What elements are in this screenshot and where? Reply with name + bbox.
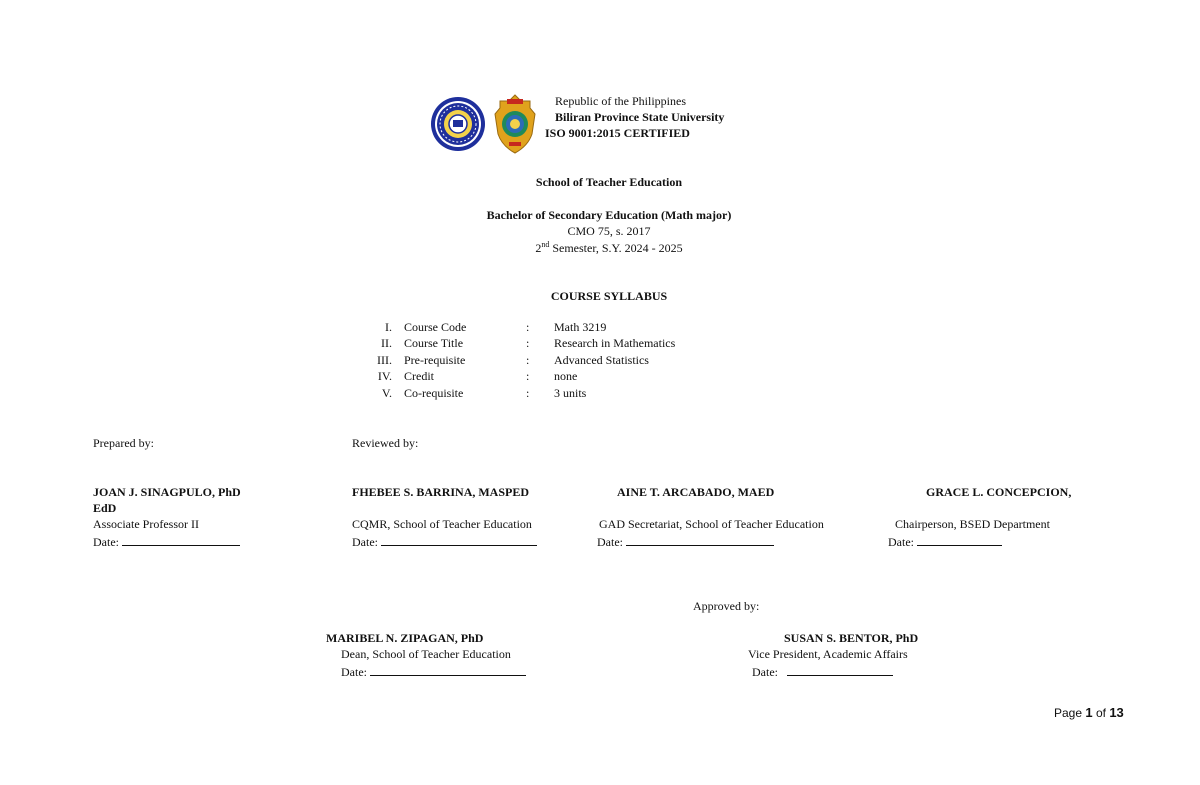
item-label: Credit	[404, 369, 434, 384]
page-current: 1	[1085, 705, 1093, 720]
item-value: none	[554, 369, 578, 384]
item-value: Research in Mathematics	[554, 336, 676, 351]
college-shield-icon	[494, 94, 536, 154]
reviewed-by-label: Reviewed by:	[352, 436, 419, 450]
semester-rest: Semester, S.Y. 2024 - 2025	[549, 241, 683, 255]
university-name: Biliran Province State University	[555, 110, 725, 124]
page-word: Page	[1054, 706, 1083, 720]
date-line	[626, 534, 774, 546]
prepared-by-label: Prepared by:	[93, 436, 154, 450]
course-info-row	[360, 319, 754, 336]
iso-certification: ISO 9001:2015 CERTIFIED	[545, 126, 690, 140]
date-field	[752, 664, 893, 680]
item-colon: :	[526, 385, 530, 400]
signatory-name: SUSAN S. BENTOR, PhD	[784, 631, 919, 645]
course-info-row	[360, 352, 754, 369]
item-number: V.	[381, 385, 392, 400]
date-line	[370, 664, 526, 676]
cmo-reference: CMO 75, s. 2017	[567, 224, 651, 238]
semester-line	[0, 240, 1200, 256]
course-info-table	[360, 319, 754, 402]
item-number: III.	[377, 352, 392, 367]
date-line	[787, 664, 893, 676]
item-label: Course Code	[404, 319, 467, 334]
signatory-title: GAD Secretariat, School of Teacher Education	[599, 517, 824, 531]
university-seal-logo	[430, 96, 486, 152]
signatory-title: Chairperson, BSED Department	[895, 517, 1050, 531]
signatory-name: MARIBEL N. ZIPAGAN, PhD	[326, 631, 484, 645]
item-colon: :	[526, 336, 530, 351]
item-colon: :	[526, 352, 530, 367]
item-label: Course Title	[404, 336, 464, 351]
date-field	[888, 534, 1002, 550]
item-label: Pre-requisite	[404, 352, 466, 367]
date-field	[341, 664, 526, 680]
signatory-title: Dean, School of Teacher Education	[341, 647, 511, 661]
item-number: II.	[381, 336, 392, 351]
course-info-row	[360, 385, 754, 402]
date-field	[597, 534, 774, 550]
item-colon: :	[526, 319, 530, 334]
signatory-title: CQMR, School of Teacher Education	[352, 517, 532, 531]
date-field	[352, 534, 537, 550]
date-label: Date:	[352, 535, 378, 549]
signatory-name: JOAN J. SINAGPULO, PhD	[93, 485, 241, 499]
date-label: Date:	[341, 665, 367, 679]
signatory-name: AINE T. ARCABADO, MAED	[617, 485, 775, 499]
signatory-title: Vice President, Academic Affairs	[748, 647, 908, 661]
item-value: Math 3219	[554, 319, 607, 334]
item-colon: :	[526, 369, 530, 384]
program-name: Bachelor of Secondary Education (Math major)	[486, 208, 732, 222]
college-shield-logo	[494, 94, 536, 154]
item-label: Co-requisite	[404, 385, 464, 400]
course-info-row	[360, 369, 754, 386]
signatory-name: FHEBEE S. BARRINA, MASPED	[352, 485, 530, 499]
syllabus-title: COURSE SYLLABUS	[550, 289, 668, 303]
date-label: Date:	[752, 665, 778, 679]
semester-ordinal: 2	[535, 241, 542, 255]
date-field	[93, 534, 240, 550]
date-label: Date:	[93, 535, 119, 549]
semester-suffix: nd	[541, 240, 550, 249]
date-line	[917, 534, 1002, 546]
page-number	[1054, 705, 1124, 720]
signatory-name-cont: EdD	[93, 501, 117, 515]
page-total: 13	[1109, 705, 1124, 720]
item-number: I.	[385, 319, 392, 334]
date-label: Date:	[597, 535, 623, 549]
university-seal-icon	[430, 96, 486, 152]
item-number: IV.	[377, 369, 392, 384]
approved-by-label: Approved by:	[693, 599, 760, 613]
item-value: Advanced Statistics	[554, 352, 649, 367]
school-name: School of Teacher Education	[535, 175, 683, 189]
course-info-row	[360, 336, 754, 353]
date-label: Date:	[888, 535, 914, 549]
republic-line: Republic of the Philippines	[555, 94, 686, 108]
item-value: 3 units	[554, 385, 587, 400]
signatory-name: GRACE L. CONCEPCION,	[926, 485, 1072, 499]
date-line	[381, 534, 537, 546]
signatory-title: Associate Professor II	[93, 517, 199, 531]
date-line	[122, 534, 240, 546]
page-of-word: of	[1095, 706, 1106, 720]
